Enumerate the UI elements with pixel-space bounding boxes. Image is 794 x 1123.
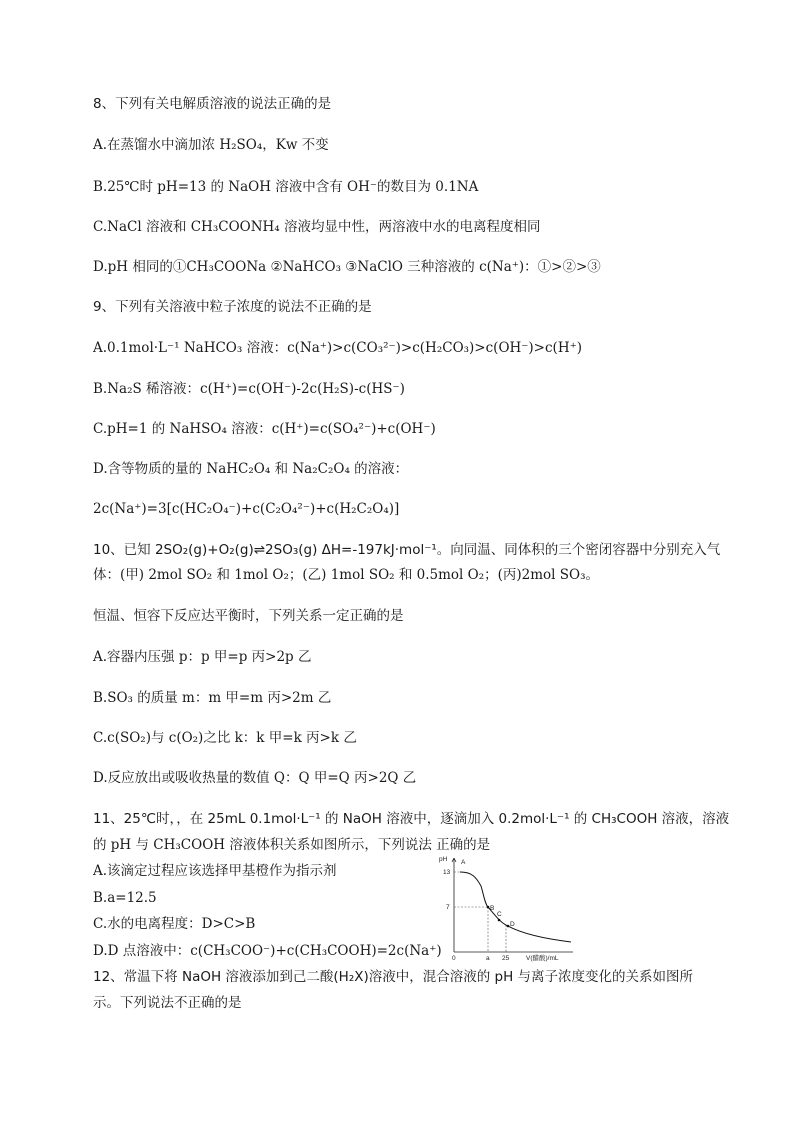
q9-option-d: D.含等物质的量的 NaHC₂O₄ 和 Na₂C₂O₄ 的溶液： <box>93 461 409 477</box>
y-tick-7: 7 <box>446 904 450 911</box>
point-c-label: C <box>497 911 502 918</box>
question-10-stem-line2: 体：(甲) 2mol SO₂ 和 1mol O₂；(乙) 1mol SO₂ 和 0.5mol O₂；(丙)2mol SO₃。 <box>93 567 600 583</box>
point-d-marker <box>507 925 510 928</box>
q10-option-b: B.SO₃ 的质量 m：m 甲=m 丙>2m 乙 <box>93 690 332 706</box>
q10-option-d: D.反应放出或吸收热量的数值 Q：Q 甲=Q 丙>2Q 乙 <box>93 770 417 786</box>
question-9-stem: 9、下列有关溶液中粒子浓度的说法不正确的是 <box>93 299 372 315</box>
point-d-label: D <box>510 921 515 928</box>
question-8-stem: 8、下列有关电解质溶液的说法正确的是 <box>93 96 332 112</box>
q8-option-a: A.在蒸馏水中滴加浓 H₂SO₄，Kw 不变 <box>93 137 329 153</box>
point-a-label: A <box>461 859 466 866</box>
q11-option-b: B.a=12.5 <box>93 890 157 906</box>
y-axis-label: pH <box>439 856 448 863</box>
q11-option-d: D.D 点溶液中：c(CH₃COO⁻)+c(CH₃COOH)=2c(Na⁺) <box>93 943 442 959</box>
q8-option-d: D.pH 相同的①CH₃COONa ②NaHCO₃ ③NaClO 三种溶液的 c(Na⁺)：①>②>③ <box>93 259 601 275</box>
q9-option-b: B.Na₂S 稀溶液：c(H⁺)=c(OH⁻)-2c(H₂S)-c(HS⁻) <box>93 381 405 397</box>
q10-option-a: A.容器内压强 p：p 甲=p 丙>2p 乙 <box>93 649 312 665</box>
point-b-label: B <box>490 905 495 912</box>
x-tick-25: 25 <box>502 955 510 962</box>
titration-curve-graph <box>438 852 578 964</box>
x-axis-label: V(醋酸)/mL <box>526 955 559 962</box>
q9-option-a: A.0.1mol·L⁻¹ NaHCO₃ 溶液：c(Na⁺)>c(CO₃²⁻)>c(H₂CO₃)>c(OH⁻)>c(H⁺) <box>93 340 582 356</box>
question-10-stem-line3: 恒温、恒容下反应达平衡时，下列关系一定正确的是 <box>93 608 404 624</box>
question-11-stem-line1: 11、25℃时，，在 25mL 0.1mol·L⁻¹ 的 NaOH 溶液中，逐滴加入 0.2mol·L⁻¹ 的 CH₃COOH 溶液，溶液 <box>93 811 730 827</box>
y-tick-13: 13 <box>443 869 451 876</box>
q10-option-c: C.c(SO₂)与 c(O₂)之比 k：k 甲=k 丙>k 乙 <box>93 730 357 746</box>
q11-option-c: C.水的电离程度：D>C>B <box>93 916 256 932</box>
q9-option-d-formula: 2c(Na⁺)=3[c(HC₂O₄⁻)+c(C₂O₄²⁻)+c(H₂C₂O₄)] <box>93 501 400 517</box>
question-12-stem-line1: 12、常温下将 NaOH 溶液添加到己二酸(H₂X)溶液中，混合溶液的 pH 与离子浓度变化的关系如图所 <box>93 969 694 985</box>
q9-option-c: C.pH=1 的 NaHSO₄ 溶液：c(H⁺)=c(SO₄²⁻)+c(OH⁻) <box>93 421 436 437</box>
q11-option-a: A.该滴定过程应该选择甲基橙作为指示剂 <box>93 863 337 879</box>
point-c-marker <box>498 919 501 922</box>
q8-option-c: C.NaCl 溶液和 CH₃COONH₄ 溶液均显中性，两溶液中水的电离程度相同 <box>93 219 541 235</box>
question-11-stem-line2: 的 pH 与 CH₃COOH 溶液体积关系如图所示，下列说法 正确的是 <box>93 837 491 853</box>
question-12-stem-line2: 示。下列说法不正确的是 <box>93 995 242 1011</box>
x-tick-a: a <box>486 955 490 962</box>
question-10-stem-line1: 10、已知 2SO₂(g)+O₂(g)⇌2SO₃(g) ΔH=-197kJ·mol⁻¹。向同温、同体积的三个密闭容器中分别充入气 <box>93 542 721 558</box>
q8-option-b: B.25℃时 pH=13 的 NaOH 溶液中含有 OH⁻的数目为 0.1NA <box>93 179 479 195</box>
point-b-marker <box>487 906 490 909</box>
x-tick-0: 0 <box>452 955 456 962</box>
